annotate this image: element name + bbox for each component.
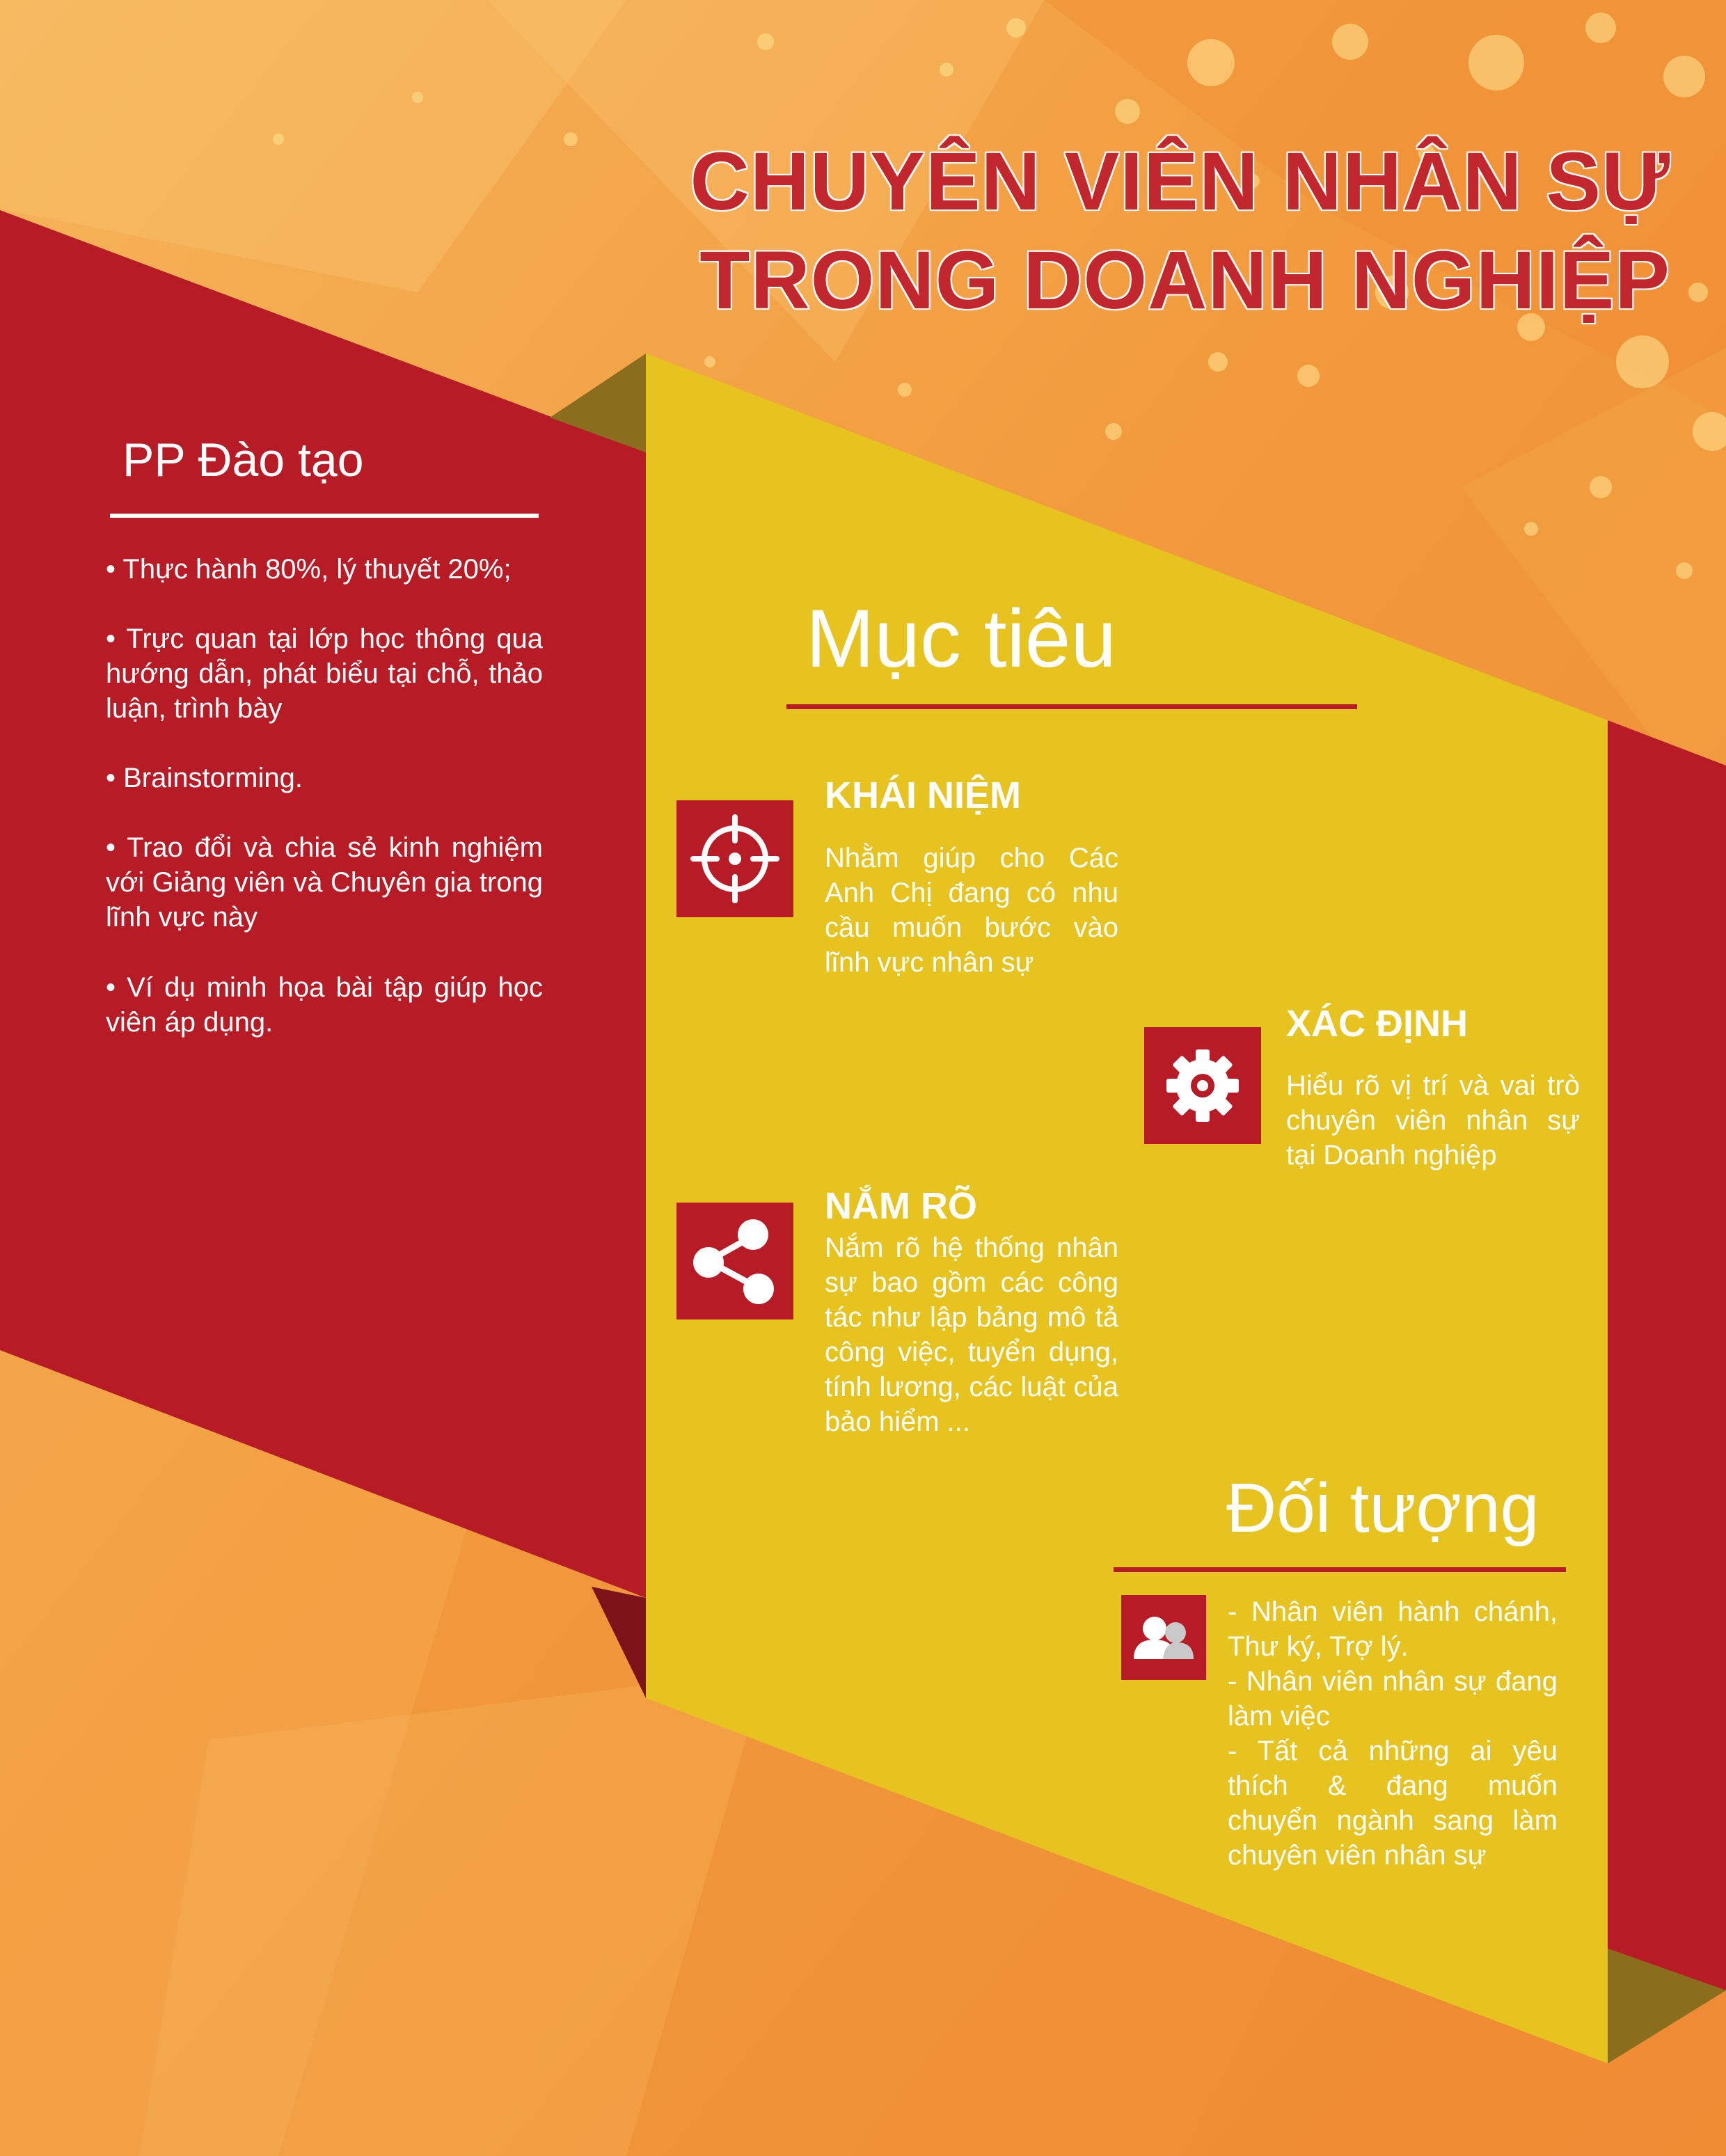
share-icon [676, 1203, 793, 1319]
training-item: • Brainstorming. [106, 763, 303, 793]
audience-item: - Tất cả những ai yêu thích & đang muốn chuyển ngành sang làm chuyên viên nhân sự [1228, 1736, 1558, 1871]
gear-icon [1144, 1027, 1261, 1144]
section-text-xac-dinh: Hiểu rõ vị trí và vai trò chuyên viên nhân sự tại Doanh nghiệp [1286, 1070, 1580, 1171]
users-icon [1121, 1595, 1206, 1680]
audience-item: - Nhân viên nhân sự đang làm việc [1228, 1666, 1558, 1731]
section-text-nam-ro: Nắm rõ hệ thống nhân sự bao gồm các công tác như lập bảng mô tả công việc, tuyển dụng, tính lương, các luật của bảo hiểm ... [825, 1232, 1118, 1437]
training-item: • Thực hành 80%, lý thuyết 20%; [106, 554, 512, 585]
training-heading-rule [110, 514, 539, 518]
audience-heading: Đối tượng [1226, 1469, 1539, 1547]
title-line-1: CHUYÊN VIÊN NHÂN SỰ [690, 136, 1670, 228]
training-item: • Ví dụ minh họa bài tập giúp học viên áp dụng. [106, 972, 543, 1038]
section-text-khai-niem: Nhằm giúp cho Các Anh Chị đang có nhu cầu muốn bước vào lĩnh vực nhân sự [825, 843, 1118, 978]
section-title-nam-ro: NẮM RÕ [825, 1185, 977, 1227]
objectives-heading-rule [786, 704, 1357, 709]
page-title [626, 132, 1670, 330]
section-title-khai-niem: KHÁI NIỆM [825, 775, 1021, 816]
audience-heading-rule [1114, 1567, 1566, 1572]
training-item: • Trực quan tại lớp học thông qua hướng dẫn, phát biểu tại chỗ, thảo luận, trình bày [106, 624, 543, 724]
section-title-xac-dinh: XÁC ĐỊNH [1286, 1003, 1468, 1045]
training-heading: PP Đào tạo [122, 434, 364, 486]
audience-item: - Nhân viên hành chánh, Thư ký, Trợ lý. [1228, 1596, 1558, 1662]
title-line-2: TRONG DOANH NGHIỆP [699, 235, 1670, 326]
target-icon [676, 800, 793, 917]
objectives-heading: Mục tiêu [806, 593, 1116, 685]
training-item: • Trao đổi và chia sẻ kinh nghiệm với Giảng viên và Chuyên gia trong lĩnh vực này [106, 832, 543, 933]
